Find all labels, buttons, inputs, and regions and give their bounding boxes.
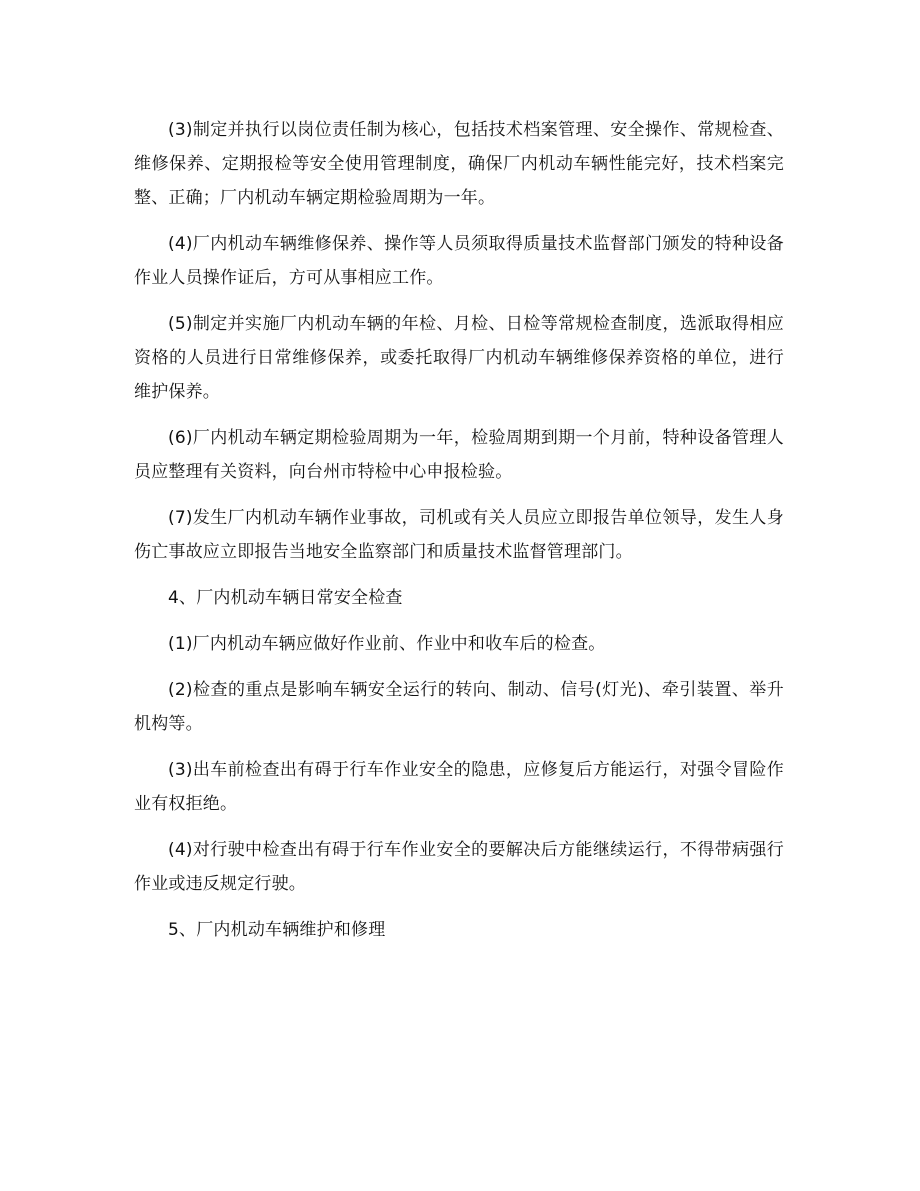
paragraph-4: (4)厂内机动车辆维修保养、操作等人员须取得质量技术监督部门颁发的特种设备作业人员操作证后，方可从事相应工作。 [134,234,784,288]
section4-item-1: (1)厂内机动车辆应做好作业前、作业中和收车后的检查。 [168,634,606,654]
paragraph-3: (3)制定并执行以岗位责任制为核心，包括技术档案管理、安全操作、常规检查、维修保养、定期报检等安全使用管理制度，确保厂内机动车辆性能完好，技术档案完整、正确；厂内机动车辆定期检验周期为一年。 [134,120,784,208]
section4-item-2: (2)检查的重点是影响车辆安全运行的转向、制动、信号(灯光)、牵引装置、举升机构等。 [134,680,784,734]
section4-item-3: (3)出车前检查出有碍于行车作业安全的隐患，应修复后方能运行，对强令冒险作业有权拒绝。 [134,760,784,814]
section-heading-4: 4、厂内机动车辆日常安全检查 [168,588,403,608]
section4-item-4: (4)对行驶中检查出有碍于行车作业安全的要解决后方能继续运行，不得带病强行作业或违反规定行驶。 [134,840,784,894]
paragraph-7: (7)发生厂内机动车辆作业事故，司机或有关人员应立即报告单位领导，发生人身伤亡事故应立即报告当地安全监察部门和质量技术监督管理部门。 [134,508,784,562]
document-body [134,113,784,959]
paragraph-5: (5)制定并实施厂内机动车辆的年检、月检、日检等常规检查制度，选派取得相应资格的人员进行日常维修保养，或委托取得厂内机动车辆维修保养资格的单位，进行维护保养。 [134,314,784,402]
section-heading-5: 5、厂内机动车辆维护和修理 [168,920,386,940]
paragraph-6: (6)厂内机动车辆定期检验周期为一年，检验周期到期一个月前，特种设备管理人员应整理有关资料，向台州市特检中心申报检验。 [134,428,784,482]
